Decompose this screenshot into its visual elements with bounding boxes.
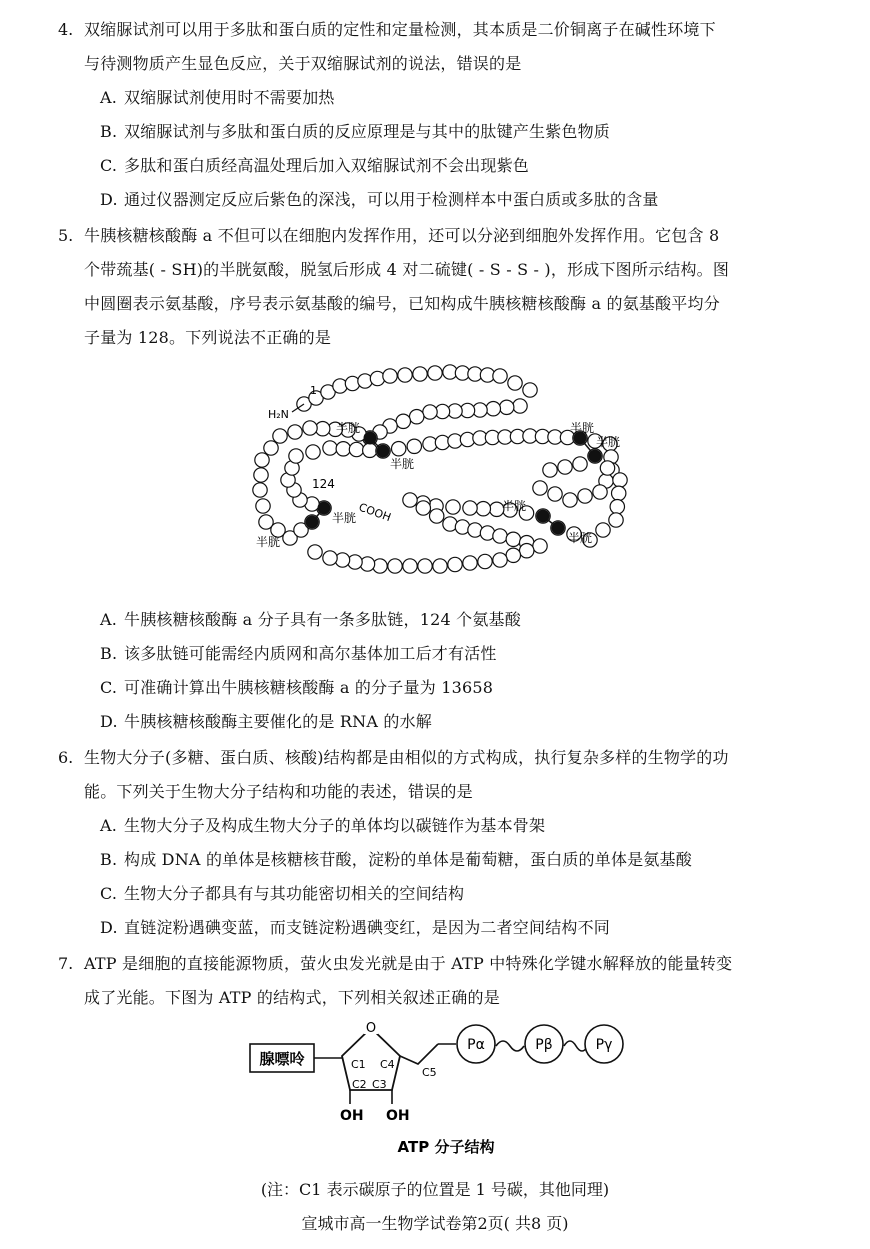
question-5-stem-line-2: 个带巯基( - SH)的半胱氨酸，脱氢后形成 4 对二硫键( - S - S - )，形成下图所示结构。图 [84, 260, 730, 279]
option-letter: B. [100, 644, 118, 663]
question-4-option-b [100, 122, 610, 142]
option-text: 直链淀粉遇碘变蓝，而支链淀粉遇碘变红，是因为二者空间结构不同 [124, 918, 611, 937]
amino-acid-bead [493, 369, 507, 383]
amino-acid-bead [600, 461, 614, 475]
amino-acid-bead [578, 489, 592, 503]
question-5-option-a [100, 610, 521, 630]
amino-acid-bead [345, 376, 359, 390]
carbon-2-label: C2 [352, 1078, 367, 1091]
carbon-5-label: C5 [422, 1066, 437, 1079]
amino-acid-bead [255, 453, 269, 467]
residue-124-label: 124 [312, 477, 335, 491]
cysteine-bead [306, 516, 319, 529]
amino-acid-bead [306, 445, 320, 459]
question-7-note: (注：C1 表示碳原子的位置是 1 号碳，其他同理) [260, 1180, 610, 1199]
phosphate-beta-label: Pβ [535, 1037, 553, 1053]
question-6-number: 6. [58, 748, 74, 767]
carbon-4-label: C4 [380, 1058, 395, 1071]
option-letter: A. [100, 610, 118, 629]
amino-acid-bead [612, 486, 626, 500]
option-text: 通过仪器测定反应后紫色的深浅，可以用于检测样本中蛋白质或多肽的含量 [124, 190, 659, 209]
amino-acid-bead [506, 532, 520, 546]
option-letter: B. [100, 122, 118, 141]
amino-acid-bead [476, 502, 490, 516]
c-terminus-label: COOH [356, 500, 393, 525]
amino-acid-bead [596, 523, 610, 537]
ribonuclease-structure-diagram [240, 360, 630, 592]
amino-acid-bead [370, 371, 384, 385]
option-letter: D. [100, 712, 118, 731]
amino-acid-bead [253, 483, 267, 497]
amino-acid-bead [423, 405, 437, 419]
ring-oxygen-label: O [365, 1021, 377, 1036]
amino-acid-bead [493, 529, 507, 543]
amino-acid-bead [430, 509, 444, 523]
cys-label: 半胱 [596, 435, 621, 449]
option-letter: C. [100, 884, 118, 903]
amino-acid-bead [613, 473, 627, 487]
option-letter: C. [100, 156, 118, 175]
question-5-stem-line-3: 中圆圈表示氨基酸，序号表示氨基酸的编号，已知构成牛胰核糖核酸酶 a 的氨基酸平均分 [84, 294, 720, 313]
question-6-option-c [100, 884, 464, 904]
phosphate-alpha-label: Pα [467, 1037, 485, 1053]
option-text: 可准确计算出牛胰核糖核酸酶 a 的分子量为 13658 [124, 678, 494, 697]
question-5-option-d [100, 712, 432, 732]
option-text: 构成 DNA 的单体是核糖核苷酸，淀粉的单体是葡萄糖，蛋白质的单体是氨基酸 [124, 850, 692, 869]
amino-acid-bead [323, 551, 337, 565]
question-4-stem-line-2: 与待测物质产生显色反应，关于双缩脲试剂的说法，错误的是 [84, 54, 522, 73]
amino-acid-bead [433, 559, 447, 573]
option-text: 多肽和蛋白质经高温处理后加入双缩脲试剂不会出现紫色 [124, 156, 530, 175]
amino-acid-bead [416, 501, 430, 515]
atp-diagram-title: ATP 分子结构 [397, 1138, 495, 1156]
amino-acid-bead [336, 442, 350, 456]
amino-acid-bead [533, 481, 547, 495]
cysteine-bead [552, 522, 565, 535]
amino-acid-bead [413, 367, 427, 381]
option-letter: C. [100, 678, 118, 697]
amino-acid-bead [548, 487, 562, 501]
question-5-option-c [100, 678, 493, 698]
cys-label: 半胱 [332, 511, 357, 525]
amino-acid-bead [333, 379, 347, 393]
amino-acid-bead [273, 429, 287, 443]
amino-acid-bead [543, 463, 557, 477]
amino-acid-bead [463, 501, 477, 515]
amino-acid-bead [256, 499, 270, 513]
option-letter: A. [100, 816, 118, 835]
phosphate-gamma-label: Pγ [595, 1037, 613, 1053]
cys-label: 半胱 [336, 421, 361, 435]
amino-acid-bead [363, 443, 377, 457]
amino-acid-bead [418, 559, 432, 573]
amino-acid-bead [478, 554, 492, 568]
amino-acid-bead [508, 376, 522, 390]
option-text: 生物大分子都具有与其功能密切相关的空间结构 [124, 884, 465, 903]
amino-acid-bead [392, 442, 406, 456]
question-4-stem-line-1: 双缩脲试剂可以用于多肽和蛋白质的定性和定量检测，其本质是二价铜离子在碱性环境下 [84, 20, 716, 39]
option-text: 双缩脲试剂与多肽和蛋白质的反应原理是与其中的肽键产生紫色物质 [124, 122, 611, 141]
amino-acid-bead [486, 402, 500, 416]
amino-acid-bead [398, 368, 412, 382]
question-6-stem-line-1: 生物大分子(多糖、蛋白质、核酸)结构都是由相似的方式构成，执行复杂多样的生物学的功 [84, 748, 729, 767]
n-terminus-label: H₂N [268, 408, 289, 421]
cys-label: 半胱 [390, 457, 415, 471]
question-5-stem-line-4: 子量为 128。下列说法不正确的是 [84, 328, 332, 347]
page-footer: 宣城市高一生物学试卷第2页( 共8 页) [301, 1214, 569, 1233]
question-4-option-d [100, 190, 659, 210]
option-text: 牛胰核糖核酸酶 a 分子具有一条多肽链，124 个氨基酸 [124, 610, 521, 629]
amino-acid-bead [383, 369, 397, 383]
amino-acid-bead [523, 383, 537, 397]
adenine-label: 腺嘌呤 [259, 1050, 305, 1068]
c5-bond [400, 1044, 438, 1064]
cys-label: 半胱 [502, 499, 527, 513]
amino-acid-bead [463, 556, 477, 570]
question-6-stem-line-2: 能。下列关于生物大分子结构和功能的表述，错误的是 [84, 782, 473, 801]
amino-acid-bead [563, 493, 577, 507]
high-energy-bond [496, 1041, 524, 1051]
amino-acid-bead [593, 485, 607, 499]
option-text: 双缩脲试剂使用时不需要加热 [124, 88, 335, 107]
amino-acid-bead [349, 442, 363, 456]
cys-label: 半胱 [256, 535, 281, 549]
atp-structure-diagram [246, 1016, 626, 1162]
cys-label: 半胱 [570, 421, 595, 435]
carbon-1-label: C1 [351, 1058, 366, 1071]
option-text: 牛胰核糖核酸酶主要催化的是 RNA 的水解 [124, 712, 432, 731]
option-text: 生物大分子及构成生物大分子的单体均以碳链作为基本骨架 [124, 816, 546, 835]
question-7-stem-line-2: 成了光能。下图为 ATP 的结构式，下列相关叙述正确的是 [84, 988, 500, 1007]
amino-acid-bead [407, 439, 421, 453]
cysteine-bead [377, 445, 390, 458]
amino-acid-bead [308, 545, 322, 559]
amino-acid-bead [403, 559, 417, 573]
amino-acid-bead [446, 500, 460, 514]
cys-label: 半胱 [568, 531, 593, 545]
amino-acid-bead [573, 457, 587, 471]
amino-acid-bead [303, 421, 317, 435]
question-4-number: 4. [58, 20, 74, 39]
cysteine-bead [589, 450, 602, 463]
amino-acid-bead [520, 544, 534, 558]
option-letter: D. [100, 190, 118, 209]
amino-acid-bead [428, 366, 442, 380]
amino-acid-bead [396, 414, 410, 428]
amino-acid-bead [558, 460, 572, 474]
amino-acid-bead [254, 468, 268, 482]
amino-acid-bead [448, 557, 462, 571]
question-7-stem-line-1: ATP 是细胞的直接能源物质，萤火虫发光就是由于 ATP 中特殊化学键水解释放的能量转变 [84, 954, 733, 973]
amino-acid-bead [410, 410, 424, 424]
option-letter: A. [100, 88, 118, 107]
option-letter: D. [100, 918, 118, 937]
amino-acid-bead [403, 493, 417, 507]
amino-acid-bead [610, 500, 624, 514]
amino-acid-bead [513, 399, 527, 413]
question-5-stem-line-1: 牛胰核糖核酸酶 a 不但可以在细胞内发挥作用，还可以分泌到细胞外发挥作用。它包含 8 [84, 226, 720, 245]
amino-acid-bead [506, 548, 520, 562]
amino-acid-bead [289, 449, 303, 463]
question-5-option-b [100, 644, 497, 664]
amino-acid-bead [500, 400, 514, 414]
question-6-option-a [100, 816, 545, 836]
amino-acid-bead [388, 559, 402, 573]
cysteine-bead [364, 432, 377, 445]
amino-acid-bead [264, 441, 278, 455]
amino-acid-bead [323, 441, 337, 455]
amino-acid-bead [533, 539, 547, 553]
question-5-number: 5. [58, 226, 74, 245]
amino-acid-bead [493, 553, 507, 567]
option-text: 该多肽链可能需经内质网和高尔基体加工后才有活性 [124, 644, 497, 663]
question-6-option-b [100, 850, 692, 870]
residue-1-label: 1 [310, 384, 317, 397]
question-6-option-d [100, 918, 610, 938]
option-letter: B. [100, 850, 118, 869]
hydroxyl-label: OH [386, 1108, 410, 1124]
cysteine-bead [318, 502, 331, 515]
amino-acid-bead [609, 513, 623, 527]
carbon-3-label: C3 [372, 1078, 387, 1091]
question-7-number: 7. [58, 954, 74, 973]
question-4-option-c [100, 156, 529, 176]
question-4-option-a [100, 88, 335, 108]
amino-acid-bead [288, 425, 302, 439]
cysteine-bead [537, 510, 550, 523]
hydroxyl-label: OH [340, 1108, 364, 1124]
amino-acid-bead [358, 374, 372, 388]
